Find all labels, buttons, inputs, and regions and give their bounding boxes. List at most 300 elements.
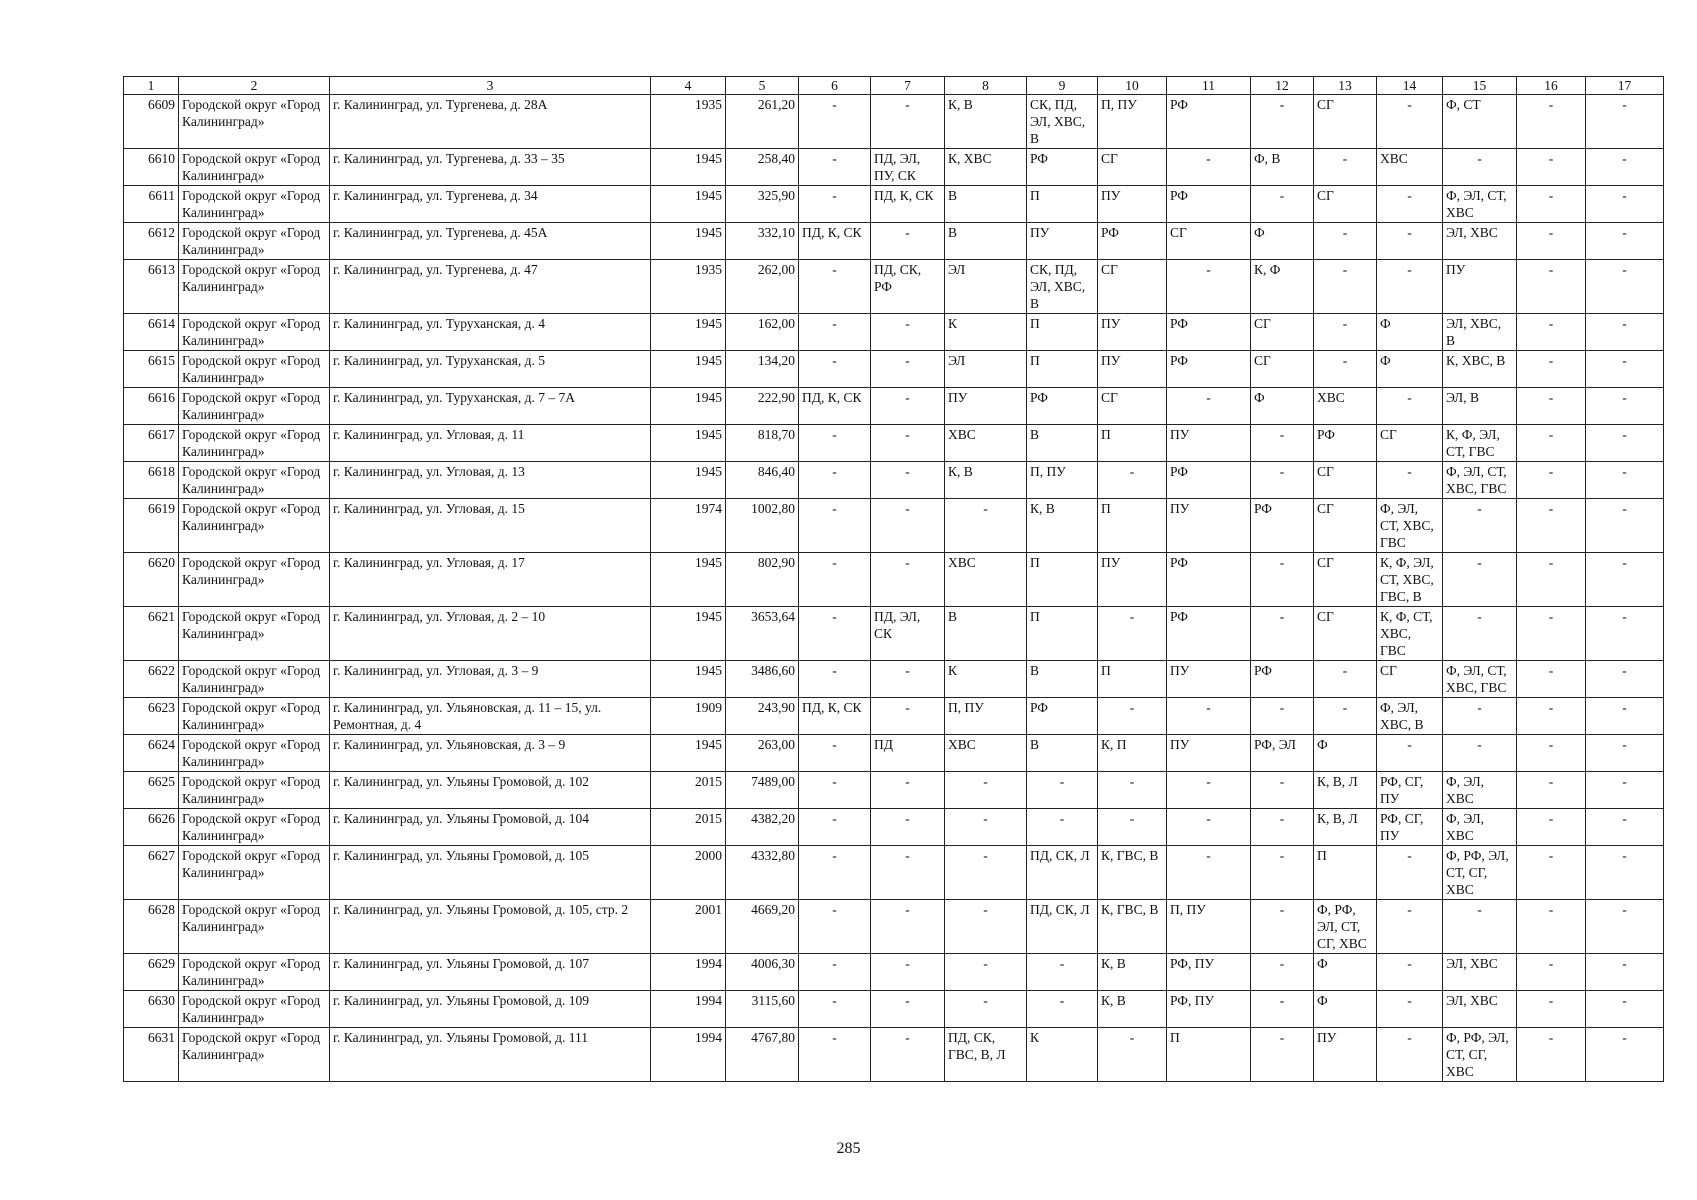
table-cell-col-9: В <box>1027 425 1098 462</box>
table-cell-col-8: В <box>945 607 1027 661</box>
table-row <box>124 954 1664 991</box>
table-cell-col-16: - <box>1517 186 1586 223</box>
table-cell-col-16: - <box>1517 991 1586 1028</box>
table-row <box>124 149 1664 186</box>
table-cell-col-4: 1945 <box>651 149 726 186</box>
table-cell-col-10: СГ <box>1098 260 1167 314</box>
table-cell-col-9: П, ПУ <box>1027 462 1098 499</box>
table-cell-col-8: ПД, СК, ГВС, В, Л <box>945 1028 1027 1082</box>
table-cell-col-13: - <box>1314 698 1377 735</box>
column-header-5: 5 <box>726 77 799 95</box>
table-cell-col-2: Городской округ «Город Калининград» <box>179 314 330 351</box>
table-cell-col-9: РФ <box>1027 149 1098 186</box>
table-cell-col-6: ПД, К, СК <box>799 388 871 425</box>
table-cell-col-4: 1945 <box>651 351 726 388</box>
header-row <box>124 77 1664 95</box>
table-cell-col-3: г. Калининград, ул. Туруханская, д. 5 <box>330 351 651 388</box>
table-cell-col-6: - <box>799 149 871 186</box>
table-cell-col-7: - <box>871 772 945 809</box>
table-cell-col-10: ПУ <box>1098 351 1167 388</box>
table-cell-col-10: ПУ <box>1098 553 1167 607</box>
table-cell-col-13: П <box>1314 846 1377 900</box>
table-cell-col-3: г. Калининград, ул. Ульяны Громовой, д. 105 <box>330 846 651 900</box>
table-cell-col-16: - <box>1517 846 1586 900</box>
table-cell-col-5: 258,40 <box>726 149 799 186</box>
table-cell-col-17: - <box>1586 149 1664 186</box>
table-cell-col-4: 2015 <box>651 772 726 809</box>
page-number: 285 <box>836 1140 861 1157</box>
table-cell-col-12: - <box>1251 900 1314 954</box>
table-cell-col-2: Городской округ «Город Калининград» <box>179 954 330 991</box>
table-cell-col-7: - <box>871 314 945 351</box>
table-cell-col-11: ПУ <box>1167 425 1251 462</box>
column-header-12: 12 <box>1251 77 1314 95</box>
table-cell-col-17: - <box>1586 351 1664 388</box>
table-cell-col-15: Ф, ЭЛ, ХВС <box>1443 772 1517 809</box>
table-cell-col-13: СГ <box>1314 553 1377 607</box>
table-cell-col-13: СГ <box>1314 462 1377 499</box>
table-cell-col-6: - <box>799 991 871 1028</box>
table-cell-col-6: - <box>799 186 871 223</box>
table-cell-col-7: - <box>871 351 945 388</box>
table-cell-col-3: г. Калининград, ул. Угловая, д. 2 – 10 <box>330 607 651 661</box>
table-cell-col-5: 818,70 <box>726 425 799 462</box>
table-row <box>124 735 1664 772</box>
table-cell-col-17: - <box>1586 95 1664 149</box>
table-cell-col-11: СГ <box>1167 223 1251 260</box>
table-cell-col-8: К <box>945 314 1027 351</box>
table-cell-col-17: - <box>1586 260 1664 314</box>
table-cell-col-11: П <box>1167 1028 1251 1082</box>
table-cell-col-11: РФ <box>1167 553 1251 607</box>
table-cell-col-3: г. Калининград, ул. Туруханская, д. 7 – 7А <box>330 388 651 425</box>
table-cell-col-17: - <box>1586 553 1664 607</box>
table-cell-col-14: - <box>1377 462 1443 499</box>
table-cell-col-2: Городской округ «Город Калининград» <box>179 1028 330 1082</box>
table-cell-col-13: Ф <box>1314 991 1377 1028</box>
table-cell-col-1: 6617 <box>124 425 179 462</box>
table-cell-col-12: - <box>1251 462 1314 499</box>
table-cell-col-7: - <box>871 95 945 149</box>
table-cell-col-11: ПУ <box>1167 735 1251 772</box>
table-cell-col-5: 261,20 <box>726 95 799 149</box>
table-cell-col-5: 3486,60 <box>726 661 799 698</box>
table-cell-col-12: РФ, ЭЛ <box>1251 735 1314 772</box>
table-cell-col-1: 6616 <box>124 388 179 425</box>
table-row <box>124 314 1664 351</box>
table-cell-col-15: Ф, РФ, ЭЛ, СТ, СГ, ХВС <box>1443 1028 1517 1082</box>
table-cell-col-14: - <box>1377 260 1443 314</box>
table-cell-col-10: П <box>1098 661 1167 698</box>
table-cell-col-15: - <box>1443 607 1517 661</box>
table-cell-col-15: - <box>1443 499 1517 553</box>
table-cell-col-2: Городской округ «Город Калининград» <box>179 95 330 149</box>
table-cell-col-2: Городской округ «Город Калининград» <box>179 846 330 900</box>
table-cell-col-3: г. Калининград, ул. Угловая, д. 13 <box>330 462 651 499</box>
table-cell-col-15: - <box>1443 149 1517 186</box>
table-cell-col-7: - <box>871 553 945 607</box>
table-cell-col-4: 1994 <box>651 954 726 991</box>
table-cell-col-4: 1974 <box>651 499 726 553</box>
table-cell-col-14: Ф <box>1377 314 1443 351</box>
column-header-2: 2 <box>179 77 330 95</box>
table-cell-col-4: 2015 <box>651 809 726 846</box>
table-cell-col-17: - <box>1586 223 1664 260</box>
table-cell-col-5: 1002,80 <box>726 499 799 553</box>
table-cell-col-17: - <box>1586 186 1664 223</box>
table-cell-col-1: 6614 <box>124 314 179 351</box>
table-cell-col-9: ПД, СК, Л <box>1027 900 1098 954</box>
table-cell-col-16: - <box>1517 553 1586 607</box>
table-cell-col-13: - <box>1314 149 1377 186</box>
table-cell-col-13: ХВС <box>1314 388 1377 425</box>
table-cell-col-3: г. Калининград, ул. Ульяновская, д. 3 – 9 <box>330 735 651 772</box>
table-row <box>124 260 1664 314</box>
table-cell-col-14: СГ <box>1377 425 1443 462</box>
table-cell-col-2: Городской округ «Город Калининград» <box>179 462 330 499</box>
table-cell-col-2: Городской округ «Город Калининград» <box>179 607 330 661</box>
table-cell-col-3: г. Калининград, ул. Угловая, д. 17 <box>330 553 651 607</box>
table-cell-col-2: Городской округ «Город Калининград» <box>179 223 330 260</box>
table-cell-col-1: 6620 <box>124 553 179 607</box>
table-cell-col-11: РФ <box>1167 607 1251 661</box>
table-cell-col-14: - <box>1377 846 1443 900</box>
table-cell-col-10: П <box>1098 499 1167 553</box>
table-row <box>124 351 1664 388</box>
table-cell-col-14: - <box>1377 388 1443 425</box>
table-cell-col-9: - <box>1027 772 1098 809</box>
table-cell-col-1: 6626 <box>124 809 179 846</box>
table-cell-col-9: СК, ПД, ЭЛ, ХВС, В <box>1027 95 1098 149</box>
table-cell-col-15: К, ХВС, В <box>1443 351 1517 388</box>
table-cell-col-7: ПД, ЭЛ, ПУ, СК <box>871 149 945 186</box>
table-cell-col-2: Городской округ «Город Калининград» <box>179 772 330 809</box>
table-cell-col-9: В <box>1027 735 1098 772</box>
table-cell-col-3: г. Калининград, ул. Ульяны Громовой, д. 104 <box>330 809 651 846</box>
table-cell-col-4: 1945 <box>651 314 726 351</box>
table-cell-col-17: - <box>1586 388 1664 425</box>
table-cell-col-15: - <box>1443 698 1517 735</box>
table-cell-col-4: 1945 <box>651 735 726 772</box>
table-cell-col-5: 222,90 <box>726 388 799 425</box>
table-cell-col-12: Ф, В <box>1251 149 1314 186</box>
table-cell-col-14: - <box>1377 735 1443 772</box>
table-cell-col-16: - <box>1517 149 1586 186</box>
table-cell-col-6: ПД, К, СК <box>799 698 871 735</box>
table-cell-col-14: К, Ф, СТ, ХВС, ГВС <box>1377 607 1443 661</box>
table-cell-col-15: Ф, ЭЛ, СТ, ХВС, ГВС <box>1443 661 1517 698</box>
table-cell-col-6: ПД, К, СК <box>799 223 871 260</box>
table-cell-col-12: К, Ф <box>1251 260 1314 314</box>
table-cell-col-4: 1945 <box>651 186 726 223</box>
table-cell-col-4: 1935 <box>651 95 726 149</box>
table-cell-col-17: - <box>1586 661 1664 698</box>
table-cell-col-6: - <box>799 846 871 900</box>
table-row <box>124 1028 1664 1082</box>
table-cell-col-3: г. Калининград, ул. Тургенева, д. 45А <box>330 223 651 260</box>
table-cell-col-6: - <box>799 499 871 553</box>
table-cell-col-9: П <box>1027 351 1098 388</box>
table-cell-col-1: 6611 <box>124 186 179 223</box>
table-cell-col-2: Городской округ «Город Калининград» <box>179 991 330 1028</box>
table-cell-col-12: - <box>1251 553 1314 607</box>
table-cell-col-11: РФ <box>1167 351 1251 388</box>
table-cell-col-14: РФ, СГ, ПУ <box>1377 809 1443 846</box>
table-cell-col-7: - <box>871 499 945 553</box>
table-cell-col-17: - <box>1586 772 1664 809</box>
table-cell-col-1: 6618 <box>124 462 179 499</box>
table-cell-col-5: 263,00 <box>726 735 799 772</box>
table-cell-col-1: 6623 <box>124 698 179 735</box>
table-cell-col-3: г. Калининград, ул. Ульяновская, д. 11 – 15, ул. Ремонтная, д. 4 <box>330 698 651 735</box>
table-cell-col-12: - <box>1251 991 1314 1028</box>
table-cell-col-17: - <box>1586 1028 1664 1082</box>
table-cell-col-14: ХВС <box>1377 149 1443 186</box>
table-row <box>124 388 1664 425</box>
table-cell-col-14: - <box>1377 1028 1443 1082</box>
table-cell-col-15: К, Ф, ЭЛ, СТ, ГВС <box>1443 425 1517 462</box>
table-row <box>124 95 1664 149</box>
table-cell-col-11: РФ <box>1167 95 1251 149</box>
table-cell-col-5: 7489,00 <box>726 772 799 809</box>
table-row <box>124 553 1664 607</box>
table-cell-col-7: - <box>871 425 945 462</box>
table-cell-col-17: - <box>1586 499 1664 553</box>
table-cell-col-9: РФ <box>1027 388 1098 425</box>
table-cell-col-4: 1994 <box>651 991 726 1028</box>
table-cell-col-5: 802,90 <box>726 553 799 607</box>
table-cell-col-10: СГ <box>1098 388 1167 425</box>
table-cell-col-8: ХВС <box>945 553 1027 607</box>
table-cell-col-13: СГ <box>1314 607 1377 661</box>
table-cell-col-8: К, ХВС <box>945 149 1027 186</box>
column-header-14: 14 <box>1377 77 1443 95</box>
table-cell-col-15: Ф, ЭЛ, ХВС <box>1443 809 1517 846</box>
table-cell-col-9: РФ <box>1027 698 1098 735</box>
table-cell-col-6: - <box>799 900 871 954</box>
column-header-6: 6 <box>799 77 871 95</box>
table-cell-col-11: П, ПУ <box>1167 900 1251 954</box>
table-cell-col-8: ПУ <box>945 388 1027 425</box>
table-cell-col-16: - <box>1517 260 1586 314</box>
table-cell-col-4: 1945 <box>651 388 726 425</box>
table-cell-col-12: - <box>1251 95 1314 149</box>
table-cell-col-9: - <box>1027 991 1098 1028</box>
table-cell-col-16: - <box>1517 462 1586 499</box>
table-cell-col-14: Ф, ЭЛ, ХВС, В <box>1377 698 1443 735</box>
table-cell-col-2: Городской округ «Город Калининград» <box>179 425 330 462</box>
table-cell-col-7: - <box>871 388 945 425</box>
table-cell-col-15: ЭЛ, ХВС <box>1443 223 1517 260</box>
table-cell-col-15: Ф, РФ, ЭЛ, СТ, СГ, ХВС <box>1443 846 1517 900</box>
table-cell-col-3: г. Калининград, ул. Угловая, д. 15 <box>330 499 651 553</box>
table-row <box>124 499 1664 553</box>
table-row <box>124 698 1664 735</box>
table-cell-col-11: - <box>1167 388 1251 425</box>
table-cell-col-15: ЭЛ, ХВС <box>1443 991 1517 1028</box>
table-cell-col-11: - <box>1167 772 1251 809</box>
table-cell-col-7: ПД <box>871 735 945 772</box>
column-header-15: 15 <box>1443 77 1517 95</box>
table-cell-col-2: Городской округ «Город Калининград» <box>179 698 330 735</box>
table-cell-col-5: 4382,20 <box>726 809 799 846</box>
table-cell-col-3: г. Калининград, ул. Ульяны Громовой, д. 111 <box>330 1028 651 1082</box>
table-cell-col-3: г. Калининград, ул. Угловая, д. 11 <box>330 425 651 462</box>
table-cell-col-11: - <box>1167 260 1251 314</box>
table-cell-col-13: СГ <box>1314 186 1377 223</box>
column-header-8: 8 <box>945 77 1027 95</box>
table-cell-col-17: - <box>1586 698 1664 735</box>
table-cell-col-10: - <box>1098 772 1167 809</box>
table-cell-col-11: РФ <box>1167 314 1251 351</box>
table-cell-col-7: ПД, К, СК <box>871 186 945 223</box>
table-cell-col-1: 6610 <box>124 149 179 186</box>
table-cell-col-4: 1935 <box>651 260 726 314</box>
table-cell-col-12: - <box>1251 698 1314 735</box>
table-cell-col-12: - <box>1251 425 1314 462</box>
table-cell-col-12: - <box>1251 772 1314 809</box>
table-cell-col-11: - <box>1167 149 1251 186</box>
table-cell-col-10: СГ <box>1098 149 1167 186</box>
table-cell-col-14: Ф <box>1377 351 1443 388</box>
table-cell-col-5: 162,00 <box>726 314 799 351</box>
table-cell-col-15: ПУ <box>1443 260 1517 314</box>
table-cell-col-4: 1945 <box>651 425 726 462</box>
table-cell-col-13: - <box>1314 260 1377 314</box>
table-cell-col-10: - <box>1098 1028 1167 1082</box>
table-cell-col-13: ПУ <box>1314 1028 1377 1082</box>
table-cell-col-13: Ф, РФ, ЭЛ, СТ, СГ, ХВС <box>1314 900 1377 954</box>
table-cell-col-17: - <box>1586 809 1664 846</box>
table-cell-col-6: - <box>799 95 871 149</box>
table-cell-col-6: - <box>799 809 871 846</box>
table-row <box>124 607 1664 661</box>
table-cell-col-5: 846,40 <box>726 462 799 499</box>
column-header-11: 11 <box>1167 77 1251 95</box>
table-cell-col-6: - <box>799 462 871 499</box>
table-cell-col-12: - <box>1251 607 1314 661</box>
table-cell-col-14: РФ, СГ, ПУ <box>1377 772 1443 809</box>
table-cell-col-12: РФ <box>1251 499 1314 553</box>
table-cell-col-16: - <box>1517 95 1586 149</box>
table-cell-col-17: - <box>1586 846 1664 900</box>
table-cell-col-10: К, ГВС, В <box>1098 846 1167 900</box>
table-cell-col-1: 6625 <box>124 772 179 809</box>
table-cell-col-17: - <box>1586 954 1664 991</box>
table-cell-col-1: 6619 <box>124 499 179 553</box>
table-cell-col-11: ПУ <box>1167 661 1251 698</box>
table-cell-col-15: - <box>1443 900 1517 954</box>
table-cell-col-13: - <box>1314 314 1377 351</box>
table-cell-col-10: П, ПУ <box>1098 95 1167 149</box>
table-cell-col-13: Ф <box>1314 735 1377 772</box>
table-cell-col-7: - <box>871 954 945 991</box>
table-cell-col-5: 262,00 <box>726 260 799 314</box>
table-cell-col-9: П <box>1027 314 1098 351</box>
table-cell-col-5: 332,10 <box>726 223 799 260</box>
table-row <box>124 900 1664 954</box>
table-cell-col-9: СК, ПД, ЭЛ, ХВС, В <box>1027 260 1098 314</box>
table-cell-col-4: 1945 <box>651 223 726 260</box>
table-cell-col-16: - <box>1517 809 1586 846</box>
table-row <box>124 846 1664 900</box>
table-cell-col-7: - <box>871 1028 945 1082</box>
table-cell-col-8: ХВС <box>945 425 1027 462</box>
table-cell-col-8: - <box>945 846 1027 900</box>
table-cell-col-3: г. Калининград, ул. Тургенева, д. 47 <box>330 260 651 314</box>
table-cell-col-8: В <box>945 186 1027 223</box>
table-cell-col-9: ПД, СК, Л <box>1027 846 1098 900</box>
table-cell-col-13: - <box>1314 351 1377 388</box>
table-cell-col-10: ПУ <box>1098 314 1167 351</box>
table-cell-col-5: 243,90 <box>726 698 799 735</box>
table-cell-col-6: - <box>799 314 871 351</box>
table-cell-col-5: 3653,64 <box>726 607 799 661</box>
table-cell-col-16: - <box>1517 954 1586 991</box>
table-cell-col-11: РФ <box>1167 462 1251 499</box>
table-cell-col-6: - <box>799 735 871 772</box>
table-cell-col-11: РФ <box>1167 186 1251 223</box>
table-cell-col-2: Городской округ «Город Калининград» <box>179 260 330 314</box>
table-cell-col-7: - <box>871 698 945 735</box>
table-cell-col-8: К, В <box>945 462 1027 499</box>
table-cell-col-1: 6628 <box>124 900 179 954</box>
table-cell-col-16: - <box>1517 607 1586 661</box>
table-cell-col-16: - <box>1517 499 1586 553</box>
table-cell-col-5: 4006,30 <box>726 954 799 991</box>
table-cell-col-4: 1994 <box>651 1028 726 1082</box>
table-cell-col-7: - <box>871 809 945 846</box>
column-header-17: 17 <box>1586 77 1664 95</box>
table-cell-col-11: РФ, ПУ <box>1167 954 1251 991</box>
column-header-1: 1 <box>124 77 179 95</box>
table-cell-col-3: г. Калининград, ул. Угловая, д. 3 – 9 <box>330 661 651 698</box>
table-cell-col-10: К, В <box>1098 954 1167 991</box>
table-cell-col-13: К, В, Л <box>1314 772 1377 809</box>
table-cell-col-10: РФ <box>1098 223 1167 260</box>
table-row <box>124 772 1664 809</box>
table-cell-col-5: 3115,60 <box>726 991 799 1028</box>
table-cell-col-1: 6627 <box>124 846 179 900</box>
table-cell-col-8: ЭЛ <box>945 260 1027 314</box>
table-cell-col-6: - <box>799 351 871 388</box>
table-cell-col-4: 1909 <box>651 698 726 735</box>
table-cell-col-8: В <box>945 223 1027 260</box>
table-cell-col-6: - <box>799 425 871 462</box>
table-cell-col-2: Городской округ «Город Калининград» <box>179 735 330 772</box>
table-cell-col-8: К <box>945 661 1027 698</box>
table-cell-col-16: - <box>1517 388 1586 425</box>
table-cell-col-11: ПУ <box>1167 499 1251 553</box>
table-cell-col-11: РФ, ПУ <box>1167 991 1251 1028</box>
table-cell-col-9: - <box>1027 809 1098 846</box>
table-cell-col-9: П <box>1027 607 1098 661</box>
table-cell-col-8: - <box>945 900 1027 954</box>
table-cell-col-16: - <box>1517 314 1586 351</box>
table-cell-col-9: В <box>1027 661 1098 698</box>
table-row <box>124 223 1664 260</box>
table-cell-col-10: К, В <box>1098 991 1167 1028</box>
table-cell-col-17: - <box>1586 425 1664 462</box>
table-cell-col-4: 1945 <box>651 462 726 499</box>
table-cell-col-7: ПД, ЭЛ, СК <box>871 607 945 661</box>
table-cell-col-9: П <box>1027 553 1098 607</box>
table-cell-col-6: - <box>799 661 871 698</box>
table-cell-col-7: - <box>871 900 945 954</box>
table-cell-col-14: - <box>1377 95 1443 149</box>
table-cell-col-10: - <box>1098 462 1167 499</box>
table-cell-col-13: РФ <box>1314 425 1377 462</box>
